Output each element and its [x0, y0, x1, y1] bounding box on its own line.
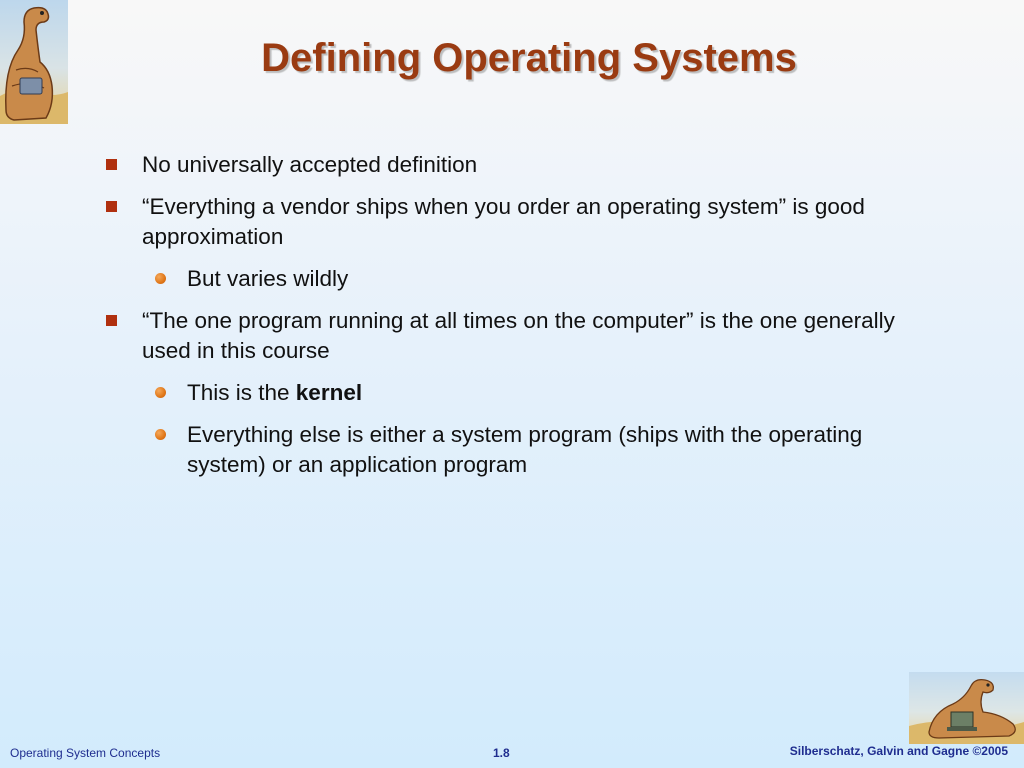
sub-bullet-text: This is the	[187, 380, 296, 405]
footer-course-title: Operating System Concepts	[10, 746, 161, 760]
sub-bullet-item	[187, 378, 887, 408]
dinosaur-laptop-icon	[909, 672, 1024, 744]
square-bullet-icon	[106, 159, 117, 170]
sub-bullet-item: But varies wildly	[187, 266, 349, 291]
slide-title: Defining Operating Systems	[261, 36, 797, 80]
bullet-item: “Everything a vendor ships when you order an operating system” is good approximation	[142, 194, 865, 249]
square-bullet-icon	[106, 315, 117, 326]
round-bullet-icon	[155, 429, 166, 440]
kernel-term: kernel	[295, 380, 363, 405]
dinosaur-logo-bottom	[909, 672, 1024, 744]
sub-bullet-item: Everything else is either a system program (ships with the operating system) or an application program	[187, 422, 863, 477]
round-bullet-icon	[155, 273, 166, 284]
bullet-item: No universally accepted definition	[142, 152, 478, 177]
footer-page-number: 1.8	[493, 746, 510, 760]
footer-copyright: Silberschatz, Galvin and Gagne ©2005	[789, 744, 1008, 758]
bullet-item: “The one program running at all times on the computer” is the one generally used in this course	[142, 308, 895, 363]
square-bullet-icon	[106, 201, 117, 212]
round-bullet-icon	[155, 387, 166, 398]
